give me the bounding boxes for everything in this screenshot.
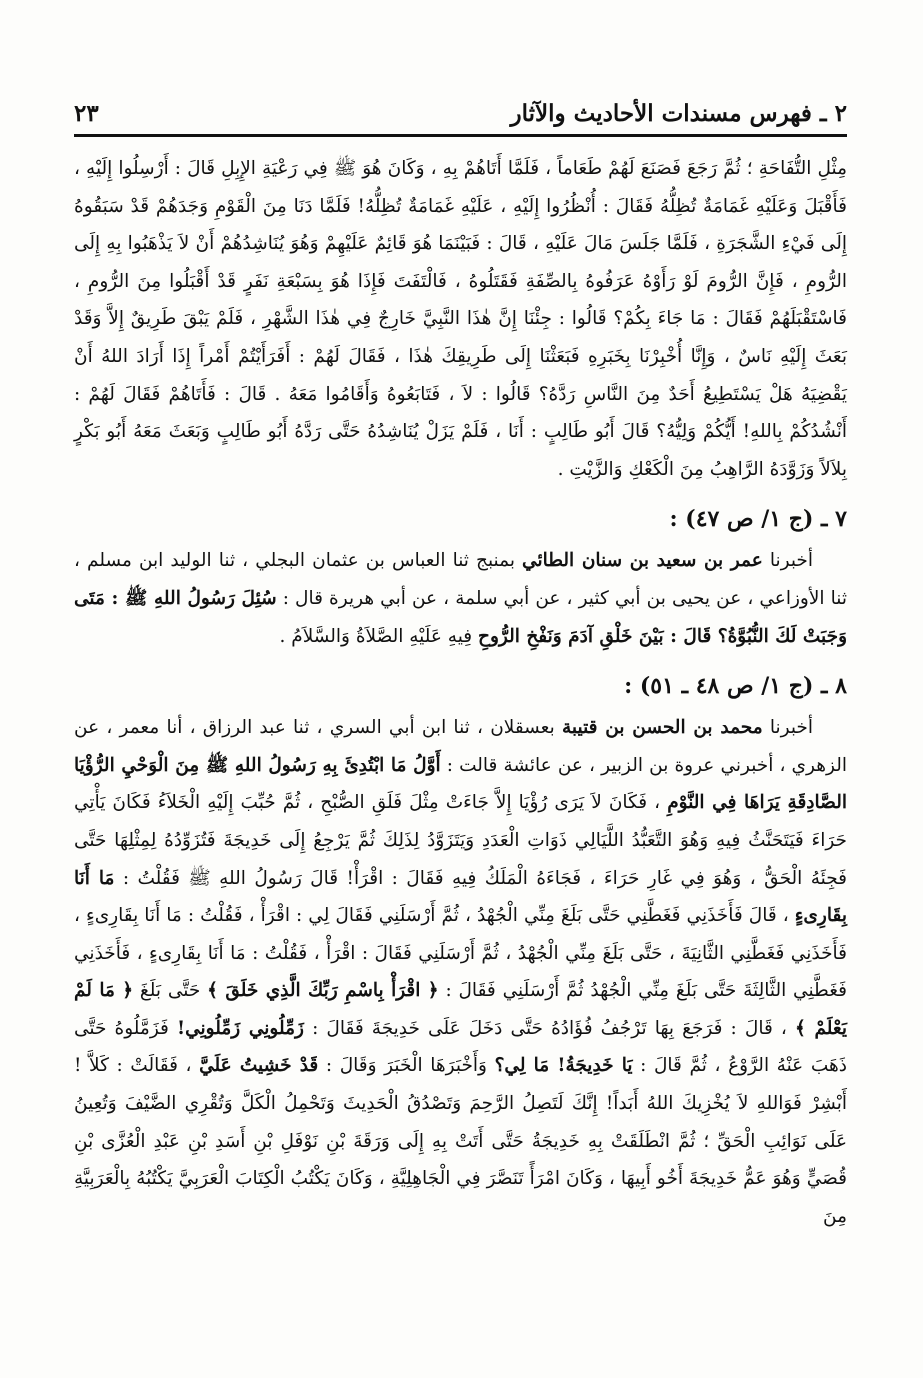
page-header: [74, 96, 847, 130]
text-segment: ، فَكَانَ لاَ يَرَى رُؤْيَا إِلاَّ جَاءَتْ مِثْلَ فَلَقِ الصُّبْحِ ، ثُمَّ حُبِّبَ إِلَيْهِ الْخَلاَءُ فَكَانَ يَأْتِي حَرَاءَ فَيَتَحَنَّثُ فِيهِ وَهُوَ التَّعَبُّدُ اللَّيَالِي ذَوَاتِ الْعَدَدِ وَيَتَزَوَّدُ لِذَلِكَ ثُمَّ يَرْجِعُ إِلَى خَدِيجَةَ فَتُزَوِّدُهُ لِمِثْلِهَا حَتَّى فَجِئَهُ الْحَقُّ ، وَهُوَ فِي غَارِ حَرَاءَ ، فَجَاءَهُ الْمَلَكُ فِيهِ فَقَالَ : اقْرَأْ! قَالَ رَسُولُ اللهِ ﷺ فَقُلْتُ :: [74, 792, 847, 889]
hadith-text: قَدْ خَشِيتُ عَلَيَّ: [199, 1055, 319, 1077]
running-title: ٢ ـ فهرس مسندات الأحاديث والآثار: [510, 99, 847, 127]
text-segment: ، قَالَ : فَرَجَعَ بِهَا تَرْجُفُ فُؤَادُهُ حَتَّى دَخَلَ عَلَى خَدِيجَةَ فَقَالَ :: [303, 1017, 795, 1039]
quran-quote: ﴿ مَا لَمْ يَعْلَمْ ﴾: [74, 980, 847, 1039]
header-rule: [74, 134, 847, 137]
text-segment: فَزَمَّلُوهُ حَتَّى ذَهَبَ عَنْهُ الرَّوْعُ ، ثُمَّ قَالَ :: [74, 1017, 847, 1077]
text-segment: وَأَخْبَرَهَا الْخَبَرَ وَقَالَ :: [318, 1055, 495, 1077]
section-heading-8: ٨ ـ (ج ١/ ص ٤٨ ـ ٥١) :: [624, 673, 847, 700]
section-heading-7: ٧ ـ (ج ١/ ص ٤٧) :: [669, 506, 847, 533]
page-body: [74, 150, 847, 1235]
continued-passage: مِثْلِ التُّفَاحَةِ ؛ ثُمَّ رَجَعَ فَصَنَعَ لَهُمْ طَعَاماً ، فَلَمَّا أَتَاهُمْ بِهِ ، وَكَانَ هُوَ ﷺ فِي رَعْيَةِ الإِبِلِ قَالَ : أَرْسِلُوا إِلَيْهِ ، فَأَقْبَلَ وَعَلَيْهِ غَمَامَةٌ تُظِلُّهُ فَقَالَ : أُنْظُرُوا إِلَيْهِ ، عَلَيْهِ غَمَامَةٌ تُظِلُّهُ! فَلَمَّا دَنَا مِنَ الْقَوْمِ وَجَدَهُمْ قَدْ سَبَقُوهُ إِلَى فَيْءِ الشَّجَرَةِ ، فَلَمَّا جَلَسَ مَالَ عَلَيْهِ ، قَالَ : فَبَيْنَمَا هُوَ قَائِمٌ عَلَيْهِمْ وَهُوَ يُنَاشِدُهُمْ أَنْ لاَ يَذْهَبُوا بِهِ إِلَى الرُّومِ ، فَإِنَّ الرُّومَ لَوْ رَأَوْهُ عَرَفُوهُ بِالصِّفَةِ فَقَتَلُوهُ ، فَالْتَفَتَ فَإِذَا هُوَ بِسَبْعَةِ نَفَرٍ قَدْ أَقْبَلُوا مِنَ الرُّومِ ، فَاسْتَقْبَلَهُمْ فَقَالَ : مَا جَاءَ بِكُمْ؟ قَالُوا : جِئْنَا إِنَّ هٰذَا النَّبِيَّ خَارِجٌ فِي هٰذَا الشَّهْرِ ، فَلَمْ يَبْقَ طَرِيقٌ إِلاَّ وَقَدْ بَعَثَ إِلَيْهِ نَاسٌ ، وَإِنَّا أُخْبِرْنَا بِخَبَرِهِ فَبَعَثْنَا إِلَى طَرِيقِكَ هٰذَا ، فَقَالَ لَهُمْ : أَفَرَأَيْتُمْ أَمْراً إِذَا أَرَادَ اللهُ أَنْ يَقْضِيَهُ هَلْ يَسْتَطِيعُ أَحَدٌ مِنَ النَّاسِ رَدَّهُ؟ قَالُوا : لاَ ، فَتَابَعُوهُ وَأَقَامُوا مَعَهُ . قَالَ : فَأَتَاهُمْ فَقَالَ لَهُمْ : أَنْشُدُكُمْ بِاللهِ! أَيُّكُمْ وَلِيُّهُ؟ قَالَ أَبُو طَالِبٍ : أَنَا ، فَلَمْ يَزَلْ يُنَاشِدُهُ حَتَّى رَدَّهُ أَبُو طَالِبٍ وَبَعَثَ مَعَهُ أَبُو بَكْرٍ بِلاَلاً وَزَوَّدَهُ الرَّاهِبُ مِنَ الْكَعْكِ وَالزَّيْتِ .: [74, 158, 847, 480]
section-8-text: [74, 709, 847, 1235]
section-7-text: [74, 542, 847, 655]
narrator-name: عمر بن سعيد بن سنان الطائي: [522, 550, 763, 572]
text-segment: فِيهِ عَلَيْهِ الصَّلاَةُ وَالسَّلاَمُ .: [279, 625, 479, 647]
text-segment: ، قَالَ فَأَخَذَنِي فَغَطَّنِي حَتَّى بَلَغَ مِنِّي الْجُهْدُ ، ثُمَّ أَرْسَلَنِي فَقَالَ لِي : اقْرَأْ ، فَقُلْتُ : مَا أَنَا بِقَارِىءٍ ، فَأَخَذَنِي فَغَطَّنِي الثَّانِيَةَ ، حَتَّى بَلَغَ مِنِّي الْجُهْدُ ، ثُمَّ أَرْسَلَنِي فَقَالَ : اقْرَأْ ، فَقُلْتُ : مَا أَنَا بِقَارِىءٍ ، فَأَخَذَنِي فَغَطَّنِي الثَّالِثَةَ حَتَّى بَلَغَ مِنِّي الْجُهْدُ ثُمَّ أَرْسَلَنِي فَقَالَ :: [74, 905, 847, 1002]
narrator-name: محمد بن الحسن بن قتيبة: [561, 717, 763, 739]
text-segment: بمنبج ثنا العباس بن عثمان البجلي ، ثنا الوليد ابن مسلم ، ثنا الأوزاعي ، عن يحيى بن أبي كثير ، عن أبي سلمة ، عن أبي هريرة قال :: [74, 550, 847, 609]
text-segment: أخبرنا: [762, 550, 813, 572]
hadith-text: أَوَّلُ مَا ابْتُدِئَ بِهِ رَسُولُ اللهِ ﷺ مِنَ الْوَحْيِ الرُّؤْيَا الصَّادِقَةِ يَرَاهَا فِي النَّوْمِ: [74, 754, 848, 814]
text-segment: أخبرنا: [762, 717, 813, 739]
page-number: ٢٣: [74, 99, 99, 127]
text-segment: بعسقلان ، ثنا ابن أبي السري ، ثنا عبد الرزاق ، أنا معمر ، عن الزهري ، أخبرني عروة بن الزبير ، عن عائشة قالت :: [74, 717, 847, 776]
text-segment: ، فَقَالَتْ : كَلاَّ ! أَبْشِرْ فَوَاللهِ لاَ يُخْزِيكَ اللهُ أَبَداً! إِنَّكَ لَتَصِلُ الرَّحِمَ وَتَصْدُقُ الْحَدِيثَ وَتَحْمِلُ الْكَلَّ وَتُقْرِي الضَّيْفَ وَتُعِينُ عَلَى نَوَائِبِ الْحَقِّ ؛ ثُمَّ انْطَلَقَتْ بِهِ خَدِيجَةُ حَتَّى أَتَتْ بِهِ إِلَى وَرَقَةَ بْنِ نَوْفَلِ بْنِ أَسَدِ بْنِ عَبْدِ الْعُزَّى بْنِ قُصَيٍّ وَهُوَ عَمُّ خَدِيجَةَ أَخُو أَبِيهَا ، وَكَانَ امْرَأً تَنَصَّرَ فِي الْجَاهِلِيَّةِ ، وَكَانَ يَكْتُبُ الْكِتَابَ الْعَرَبِيَّ يَكْتُبُهُ بِالْعَرَبِيَّةِ مِنَ: [74, 1055, 847, 1227]
hadith-text: يَا خَدِيجَةُ! مَا لِي؟: [494, 1055, 633, 1077]
hadith-text: زَمِّلُونِي زَمِّلُونِي!: [176, 1017, 304, 1039]
hadith-text: مَا أَنَا بِقَارِىءٍ: [74, 867, 847, 927]
hadith-text: سُئِلَ رَسُولُ اللهِ ﷺ : مَتَى وَجَبَتْ لَكَ النُّبُوَّةُ؟ قَالَ : بَيْنَ خَلْقِ آدَمَ وَنَفْخِ الرُّوحِ: [74, 587, 847, 647]
quran-quote: ﴿ اقْرَأْ بِاسْمِ رَبِّكَ الَّذِي خَلَقَ ﴾: [207, 980, 439, 1002]
text-segment: حَتَّى بَلَغَ: [133, 980, 208, 1002]
